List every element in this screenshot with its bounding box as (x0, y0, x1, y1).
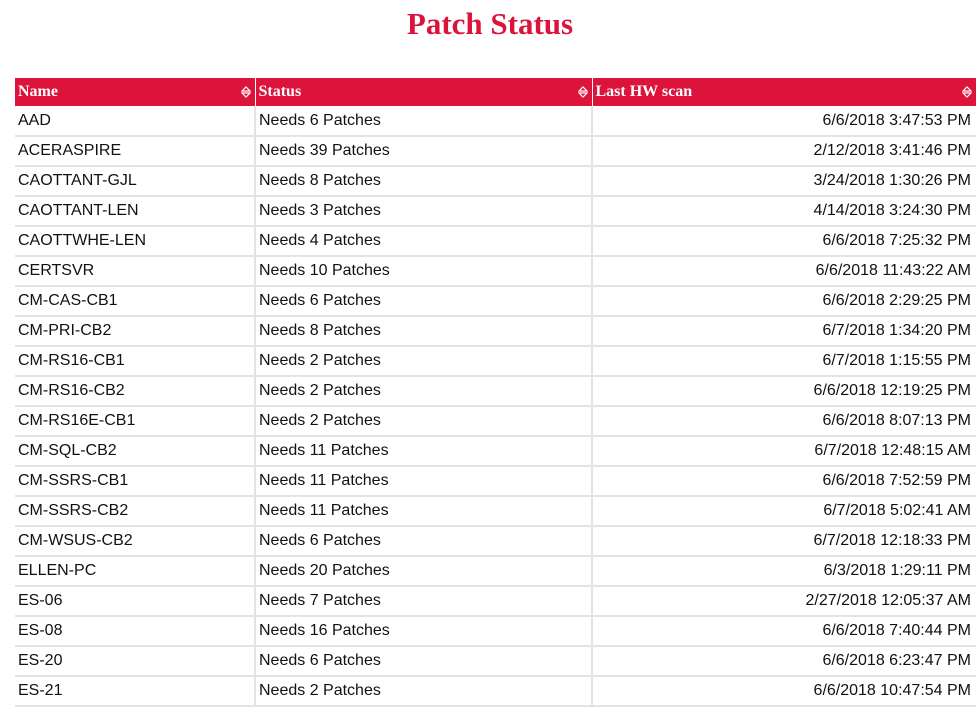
cell-name: ES-08 (15, 616, 255, 646)
table-row[interactable] (15, 256, 976, 286)
table-row[interactable] (15, 556, 976, 586)
cell-last-hw-scan: 6/3/2018 1:29:11 PM (592, 556, 976, 586)
cell-name: ES-21 (15, 676, 255, 706)
column-header-status[interactable] (255, 78, 592, 106)
table-row[interactable] (15, 676, 976, 706)
cell-name: CM-SSRS-CB1 (15, 466, 255, 496)
cell-status: Needs 6 Patches (255, 526, 592, 556)
cell-last-hw-scan: 6/6/2018 11:43:22 AM (592, 256, 976, 286)
table-row[interactable] (15, 196, 976, 226)
table-row[interactable] (15, 226, 976, 256)
cell-last-hw-scan: 2/27/2018 12:05:37 AM (592, 586, 976, 616)
cell-name: ACERASPIRE (15, 136, 255, 166)
cell-status: Needs 10 Patches (255, 256, 592, 286)
cell-last-hw-scan: 6/6/2018 3:47:53 PM (592, 106, 976, 136)
cell-name: CM-CAS-CB1 (15, 286, 255, 316)
cell-status: Needs 16 Patches (255, 616, 592, 646)
cell-name: ES-06 (15, 586, 255, 616)
column-header-label: Name (18, 83, 58, 100)
cell-status: Needs 11 Patches (255, 466, 592, 496)
cell-name: CM-RS16-CB1 (15, 346, 255, 376)
cell-status: Needs 11 Patches (255, 436, 592, 466)
sort-icon[interactable] (241, 86, 251, 98)
cell-status: Needs 2 Patches (255, 346, 592, 376)
cell-status: Needs 2 Patches (255, 676, 592, 706)
cell-name: CM-RS16-CB2 (15, 376, 255, 406)
cell-last-hw-scan: 6/7/2018 5:02:41 AM (592, 496, 976, 526)
column-header-label: Last HW scan (595, 83, 693, 100)
table-row[interactable] (15, 436, 976, 466)
cell-status: Needs 8 Patches (255, 316, 592, 346)
table-header (15, 78, 976, 106)
cell-last-hw-scan: 6/6/2018 6:23:47 PM (592, 646, 976, 676)
table-row[interactable] (15, 286, 976, 316)
cell-last-hw-scan: 2/12/2018 3:41:46 PM (592, 136, 976, 166)
cell-last-hw-scan: 6/6/2018 10:47:54 PM (592, 676, 976, 706)
cell-name: CAOTTWHE-LEN (15, 226, 255, 256)
cell-name: CERTSVR (15, 256, 255, 286)
cell-name: CAOTTANT-GJL (15, 166, 255, 196)
table-row[interactable] (15, 526, 976, 556)
table-row[interactable] (15, 316, 976, 346)
cell-name: CM-RS16E-CB1 (15, 406, 255, 436)
cell-name: CM-SQL-CB2 (15, 436, 255, 466)
table-row[interactable] (15, 166, 976, 196)
cell-last-hw-scan: 6/7/2018 12:48:15 AM (592, 436, 976, 466)
cell-last-hw-scan: 6/7/2018 1:15:55 PM (592, 346, 976, 376)
table-row[interactable] (15, 616, 976, 646)
cell-last-hw-scan: 4/14/2018 3:24:30 PM (592, 196, 976, 226)
sort-icon[interactable] (578, 86, 588, 98)
page-title: Patch Status (406, 6, 574, 41)
cell-name: AAD (15, 106, 255, 136)
table-row[interactable] (15, 646, 976, 676)
table-row[interactable] (15, 376, 976, 406)
sort-icon[interactable] (962, 86, 972, 98)
cell-last-hw-scan: 6/6/2018 7:25:32 PM (592, 226, 976, 256)
cell-status: Needs 7 Patches (255, 586, 592, 616)
table-body (15, 106, 976, 706)
cell-status: Needs 6 Patches (255, 646, 592, 676)
table-row[interactable] (15, 586, 976, 616)
cell-name: CM-SSRS-CB2 (15, 496, 255, 526)
table-row[interactable] (15, 406, 976, 436)
cell-status: Needs 2 Patches (255, 406, 592, 436)
table-row[interactable] (15, 496, 976, 526)
cell-name: CM-WSUS-CB2 (15, 526, 255, 556)
cell-name: CAOTTANT-LEN (15, 196, 255, 226)
cell-status: Needs 3 Patches (255, 196, 592, 226)
cell-status: Needs 6 Patches (255, 106, 592, 136)
cell-name: CM-PRI-CB2 (15, 316, 255, 346)
cell-status: Needs 11 Patches (255, 496, 592, 526)
patch-status-table (15, 78, 976, 707)
cell-last-hw-scan: 6/6/2018 8:07:13 PM (592, 406, 976, 436)
cell-last-hw-scan: 6/7/2018 12:18:33 PM (592, 526, 976, 556)
cell-name: ELLEN-PC (15, 556, 255, 586)
column-header-label: Status (258, 83, 302, 100)
cell-last-hw-scan: 6/6/2018 7:40:44 PM (592, 616, 976, 646)
cell-status: Needs 20 Patches (255, 556, 592, 586)
cell-last-hw-scan: 6/6/2018 7:52:59 PM (592, 466, 976, 496)
column-header-last-hw-scan[interactable] (592, 78, 976, 106)
cell-last-hw-scan: 6/7/2018 1:34:20 PM (592, 316, 976, 346)
table-row[interactable] (15, 346, 976, 376)
cell-status: Needs 2 Patches (255, 376, 592, 406)
cell-status: Needs 6 Patches (255, 286, 592, 316)
table-row[interactable] (15, 106, 976, 136)
header-row (15, 78, 976, 106)
cell-last-hw-scan: 6/6/2018 12:19:25 PM (592, 376, 976, 406)
cell-status: Needs 39 Patches (255, 136, 592, 166)
cell-last-hw-scan: 6/6/2018 2:29:25 PM (592, 286, 976, 316)
cell-last-hw-scan: 3/24/2018 1:30:26 PM (592, 166, 976, 196)
table-row[interactable] (15, 466, 976, 496)
cell-status: Needs 8 Patches (255, 166, 592, 196)
cell-name: ES-20 (15, 646, 255, 676)
cell-status: Needs 4 Patches (255, 226, 592, 256)
column-header-name[interactable] (15, 78, 255, 106)
table-row[interactable] (15, 136, 976, 166)
